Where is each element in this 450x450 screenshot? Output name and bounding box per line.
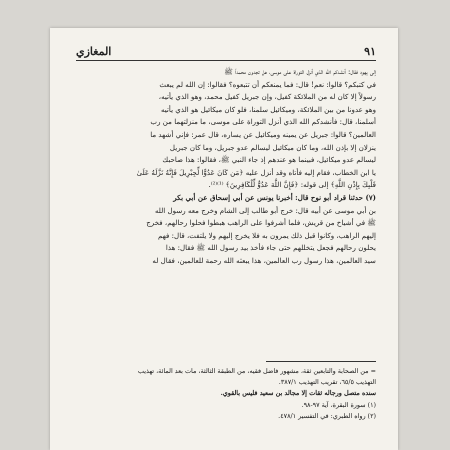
text-line: (٧) حدثنا قراد أبو نوح قال: أخبرنا يونس عن أبي إسحاق عن أبي بكر xyxy=(173,192,376,202)
header-divider xyxy=(76,60,376,61)
footnote-line: (١) سورة البقرة، آية ٩٧-٩٨. xyxy=(301,400,376,409)
page-header xyxy=(76,42,376,58)
book-page xyxy=(50,28,398,450)
text-line: ينزلان إلا بإذن الله، وما كان ميكائيل ليسالم عدو جبريل، وما كان جبريل xyxy=(169,142,376,152)
text-line: يحلون رحالهم فجعل يتخللهم حتى جاء فأخذ بيد رسول الله ﷺ فقال: هذا xyxy=(165,243,376,253)
text-line: ﷺ في أشياخ من قريش، فلما أشرفوا على الراهب هبطوا فحلوا رحالهم، فخرج xyxy=(146,218,376,228)
text-line: رسولاً إلا كان له من الملائكة كفيل، وإن جبريل كفيل محمد، وهو الذي يأتيه، xyxy=(158,92,376,102)
text-line: وهو عدونا من بين الملائكة، وميكائيل سلمنا، فلو كان ميكائيل هو الذي يأتيه xyxy=(160,104,376,114)
page-number: ٩١ xyxy=(364,45,376,58)
text-line: إلى يهود فقال: أنشدكم الله الذي أنزل التوراة على موسى، هل تجدون محمداً ﷺ xyxy=(224,67,376,76)
footnote-line: التهذيب ٦٥/٥، تقريب التهذيب ٣٨٧/١. xyxy=(278,378,376,387)
text-line: ليسالم عدو ميكائيل، فبينما هو عندهم إذ جاء النبي ﷺ، فقالوا: هذا صاحبك xyxy=(162,155,376,165)
footnote-line: سنده متصل ورجاله ثقات إلا مجالد بن سعيد فليس بالقوي. xyxy=(220,389,376,398)
text-line: سيد العالمين، هذا رسول رب العالمين، هذا يبعثه الله رحمة للعالمين، فقال له xyxy=(152,255,376,265)
footnote-divider xyxy=(266,361,376,362)
text-line: بن أبي موسى عن أبيه قال: خرج أبو طالب إلى الشام وخرج معه رسول الله xyxy=(154,205,376,215)
text-line: قَلْبِكَ بِإِذْنِ اللَّهِ﴾ إلى قوله: ﴿فَإِنَّ اللَّهَ عَدُوٌّ لِّلْكَافِرِينَ﴾ ⁽¹⁾⁽²⁾. xyxy=(208,180,376,190)
footnote-line: (٢) رواه الطبري: في التفسير ٤٧٨/١. xyxy=(278,411,376,420)
text-line: في كتبكم؟ قالوا: نعم! قال: فما يمنعكم أن تتبعوه؟ فقالوا: إن الله لم يبعث xyxy=(159,79,376,89)
footnote-line: = من الصحابة والتابعين ثقة، مشهور فاضل فقيه، من الطبقة الثالثة، مات بعد المائة، تهذيب xyxy=(137,367,376,375)
text-line: يا ابن الخطاب، فقام إليه فأتاه وقد أنزل عليه ﴿مَن كَانَ عَدُوًّا لِّجِبْرِيلَ فَإِنَّهُ نَزَّلَهُ عَلَىٰ xyxy=(136,167,376,177)
footnotes xyxy=(76,366,376,422)
text-line: إليهم الراهب، وكانوا قبل ذلك يمرون به فلا يخرج إليهم ولا يلتفت، قال: فهم xyxy=(158,230,376,240)
text-line: العالمين؟ قالوا: جبريل عن يمينه وميكائيل عن يساره، قال عمر: فإني أشهد ما xyxy=(150,129,376,139)
text-line: أسلمنا، قال: فأنشدكم الله الذي أنزل التوراة على موسى، ما منزلتهما من رب xyxy=(150,117,376,127)
section-title: المغازي xyxy=(76,45,112,58)
main-text xyxy=(76,66,376,268)
